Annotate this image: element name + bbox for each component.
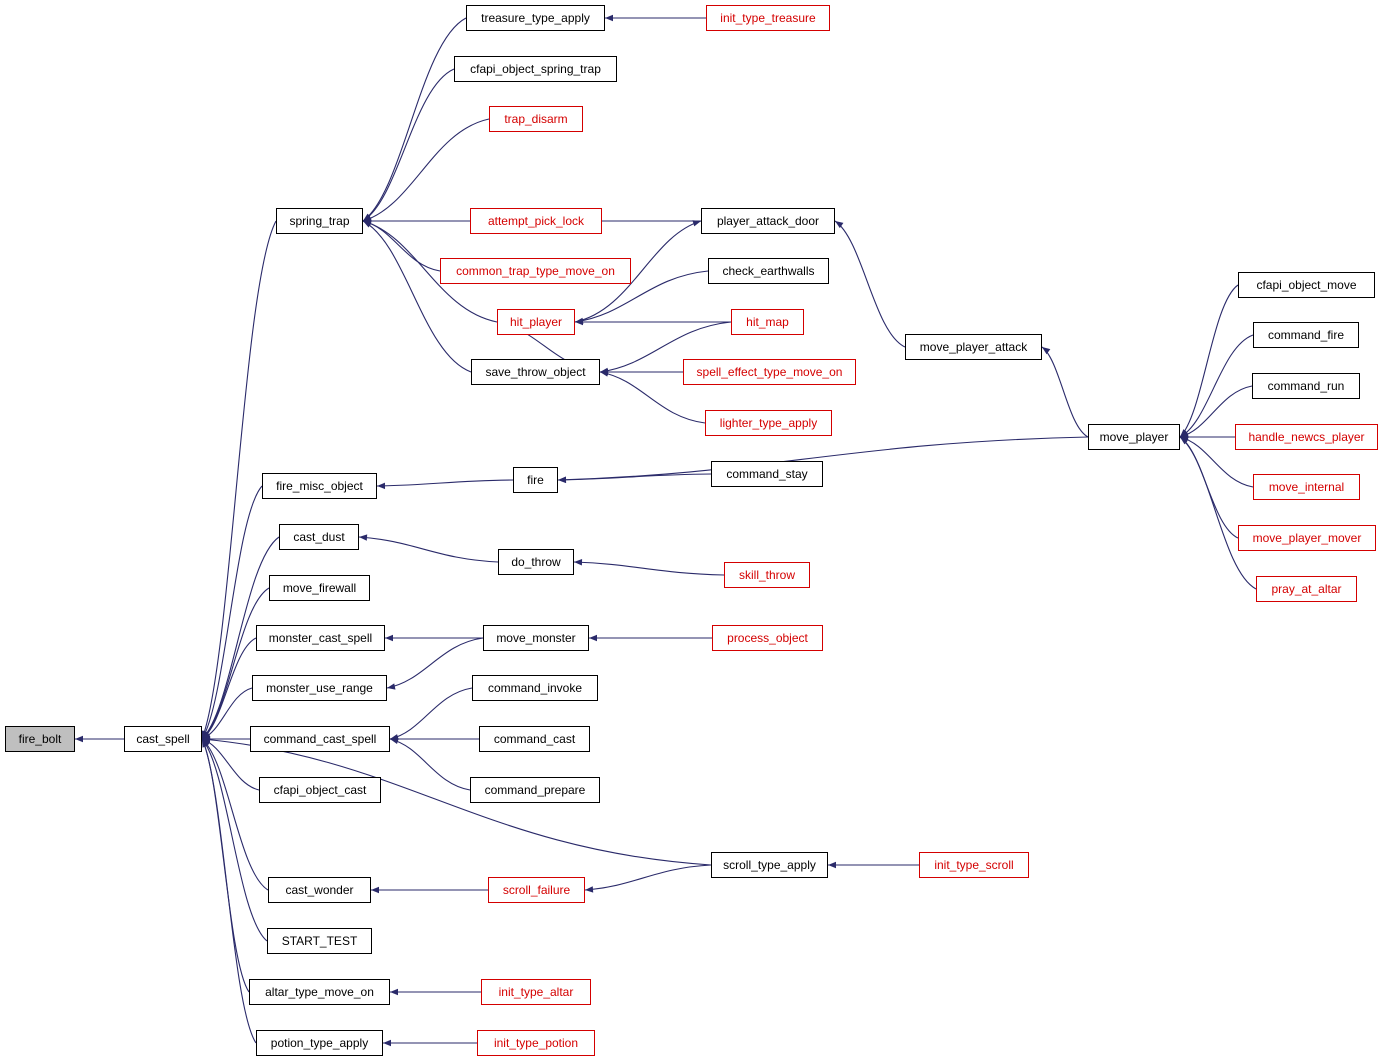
edge-command_prepare-to-command_cast_spell — [390, 739, 470, 790]
graph-node-label: fire_misc_object — [276, 479, 363, 493]
graph-node-label: command_cast_spell — [263, 732, 377, 746]
graph-node-label: START_TEST — [281, 934, 358, 948]
graph-node-hit_map[interactable] — [731, 309, 804, 335]
edge-save_throw_object-to-spring_trap — [363, 221, 471, 372]
graph-node-altar_type_move_on[interactable] — [249, 979, 390, 1005]
edge-arrowhead — [390, 989, 398, 995]
graph-node-label: cast_wonder — [285, 883, 354, 897]
graph-node-command_run[interactable] — [1252, 373, 1360, 399]
graph-node-label: handle_newcs_player — [1248, 430, 1365, 444]
graph-node-label: init_type_scroll — [934, 858, 1014, 872]
graph-node-cast_wonder[interactable] — [268, 877, 371, 903]
graph-node-label: lighter_type_apply — [719, 416, 818, 430]
graph-node-cfapi_object_spring_trap[interactable] — [454, 56, 617, 82]
graph-node-command_stay[interactable] — [711, 461, 823, 487]
edge-arrowhead — [692, 220, 701, 226]
graph-node-spring_trap[interactable] — [276, 208, 363, 234]
graph-node-label: move_monster — [496, 631, 576, 645]
graph-node-init_type_altar[interactable] — [481, 979, 591, 1005]
graph-node-skill_throw[interactable] — [724, 562, 810, 588]
graph-node-init_type_potion[interactable] — [477, 1030, 595, 1056]
graph-node-treasure_type_apply[interactable] — [466, 5, 605, 31]
edge-arrowhead — [75, 736, 83, 742]
edge-arrowhead — [558, 477, 566, 483]
graph-node-START_TEST[interactable] — [267, 928, 372, 954]
edge-arrowhead — [387, 683, 395, 689]
graph-node-label: spell_effect_type_move_on — [696, 365, 843, 379]
graph-node-cfapi_object_move[interactable] — [1238, 272, 1375, 298]
graph-node-label: command_prepare — [484, 783, 586, 797]
graph-node-label: move_internal — [1268, 480, 1345, 494]
graph-node-process_object[interactable] — [712, 625, 823, 651]
graph-node-label: command_cast — [493, 732, 576, 746]
graph-node-label: move_player — [1099, 430, 1169, 444]
graph-node-label: common_trap_type_move_on — [456, 264, 615, 278]
edge-move_monster-to-monster_use_range — [387, 638, 483, 688]
graph-node-hit_player[interactable] — [497, 309, 575, 335]
graph-node-label: init_type_altar — [498, 985, 574, 999]
graph-node-label: fire — [527, 473, 544, 487]
edge-trap_disarm-to-spring_trap — [363, 119, 489, 221]
graph-node-label: command_stay — [726, 467, 808, 481]
graph-node-label: command_invoke — [487, 681, 583, 695]
graph-node-label: move_firewall — [282, 581, 357, 595]
graph-node-label: attempt_pick_lock — [487, 214, 585, 228]
graph-node-label: pray_at_altar — [1271, 582, 1342, 596]
graph-node-label: player_attack_door — [716, 214, 820, 228]
edge-altar_type_move_on-to-cast_spell — [202, 739, 249, 992]
graph-node-label: monster_use_range — [266, 681, 373, 695]
graph-node-label: init_type_treasure — [720, 11, 816, 25]
edge-move_player-to-move_player_attack — [1042, 347, 1088, 437]
edge-arrowhead — [574, 559, 582, 565]
graph-node-label: cfapi_object_move — [1256, 278, 1357, 292]
edge-command_fire-to-move_player — [1180, 335, 1253, 437]
graph-node-label: cfapi_object_spring_trap — [470, 62, 601, 76]
graph-node-label: hit_map — [746, 315, 789, 329]
graph-node-label: process_object — [727, 631, 808, 645]
graph-node-trap_disarm[interactable] — [489, 106, 583, 132]
graph-node-label: do_throw — [511, 555, 561, 569]
graph-node-attempt_pick_lock[interactable] — [470, 208, 602, 234]
graph-node-move_player_attack[interactable] — [905, 334, 1042, 360]
edge-START_TEST-to-cast_spell — [202, 739, 267, 941]
edge-command_stay-to-fire — [558, 474, 711, 480]
graph-node-save_throw_object[interactable] — [471, 359, 600, 385]
graph-node-common_trap_type_move_on[interactable] — [440, 258, 631, 284]
graph-node-check_earthwalls[interactable] — [708, 258, 829, 284]
edge-monster_cast_spell-to-cast_spell — [202, 638, 256, 739]
edge-move_player_attack-to-player_attack_door — [835, 221, 905, 347]
graph-node-scroll_type_apply[interactable] — [711, 852, 828, 878]
graph-node-command_fire[interactable] — [1253, 322, 1359, 348]
graph-node-label: move_player_mover — [1252, 531, 1362, 545]
graph-node-lighter_type_apply[interactable] — [705, 410, 832, 436]
edge-arrowhead — [363, 221, 372, 228]
graph-node-command_cast[interactable] — [479, 726, 590, 752]
graph-node-monster_use_range[interactable] — [252, 675, 387, 701]
graph-node-label: command_fire — [1267, 328, 1345, 342]
edge-arrowhead — [385, 635, 393, 641]
edge-fire-to-fire_misc_object — [377, 480, 513, 486]
graph-node-label: hit_player — [509, 315, 563, 329]
graph-node-command_cast_spell[interactable] — [250, 726, 390, 752]
edge-arrowhead — [377, 483, 385, 489]
graph-node-cast_spell[interactable] — [124, 726, 202, 752]
edge-treasure_type_apply-to-spring_trap — [363, 18, 466, 221]
graph-node-scroll_failure[interactable] — [488, 877, 585, 903]
graph-node-move_firewall[interactable] — [269, 575, 370, 601]
graph-node-label: command_run — [1267, 379, 1345, 393]
edge-arrowhead — [828, 862, 836, 868]
edge-move_player_mover-to-move_player — [1180, 437, 1238, 538]
graph-node-player_attack_door[interactable] — [701, 208, 835, 234]
graph-node-fire[interactable] — [513, 467, 558, 493]
edge-cast_wonder-to-cast_spell — [202, 739, 268, 890]
edge-cfapi_object_move-to-move_player — [1180, 285, 1238, 437]
graph-node-cast_dust[interactable] — [279, 524, 359, 550]
graph-node-label: treasure_type_apply — [481, 11, 590, 25]
graph-node-label: spring_trap — [289, 214, 350, 228]
edge-move_player-to-fire — [558, 437, 1088, 480]
edge-arrowhead — [1042, 347, 1050, 354]
edge-arrowhead — [383, 1040, 391, 1046]
edge-arrowhead — [600, 370, 608, 376]
graph-node-init_type_scroll[interactable] — [919, 852, 1029, 878]
graph-node-pray_at_altar[interactable] — [1256, 576, 1357, 602]
graph-node-label: check_earthwalls — [722, 264, 815, 278]
graph-node-handle_newcs_player[interactable] — [1235, 424, 1378, 450]
edge-arrowhead — [589, 635, 597, 641]
graph-node-label: cast_spell — [136, 732, 190, 746]
graph-node-command_invoke[interactable] — [472, 675, 598, 701]
edge-arrowhead — [605, 15, 613, 21]
graph-node-monster_cast_spell[interactable] — [256, 625, 385, 651]
edge-cfapi_object_spring_trap-to-spring_trap — [363, 69, 454, 221]
graph-node-potion_type_apply[interactable] — [256, 1030, 383, 1056]
graph-node-cfapi_object_cast[interactable] — [259, 777, 381, 803]
graph-node-label: cast_dust — [293, 530, 345, 544]
graph-node-label: init_type_potion — [493, 1036, 579, 1050]
edge-common_trap_type_move_on-to-spring_trap — [363, 221, 440, 271]
graph-node-label: potion_type_apply — [270, 1036, 369, 1050]
graph-node-move_player[interactable] — [1088, 424, 1180, 450]
graph-node-init_type_treasure[interactable] — [706, 5, 830, 31]
graph-node-fire_misc_object[interactable] — [262, 473, 377, 499]
edge-move_firewall-to-cast_spell — [202, 588, 269, 739]
graph-node-label: trap_disarm — [504, 112, 568, 126]
graph-node-spell_effect_type_move_on[interactable] — [683, 359, 856, 385]
edge-skill_throw-to-do_throw — [574, 562, 724, 575]
graph-node-label: altar_type_move_on — [265, 985, 374, 999]
edge-command_invoke-to-command_cast_spell — [390, 688, 472, 739]
graph-node-move_monster[interactable] — [483, 625, 589, 651]
graph-node-do_throw[interactable] — [498, 549, 574, 575]
graph-node-label: move_player_attack — [919, 340, 1028, 354]
graph-node-command_prepare[interactable] — [470, 777, 600, 803]
graph-node-move_internal[interactable] — [1253, 474, 1360, 500]
graph-node-label: skill_throw — [738, 568, 795, 582]
graph-node-label: cfapi_object_cast — [273, 783, 367, 797]
graph-node-label: fire_bolt — [18, 732, 62, 746]
graph-node-label: monster_cast_spell — [268, 631, 373, 645]
edge-arrowhead — [585, 886, 593, 892]
graph-node-label: scroll_type_apply — [723, 858, 816, 872]
edge-scroll_type_apply-to-scroll_failure — [585, 865, 711, 890]
edge-do_throw-to-cast_dust — [359, 537, 498, 562]
edge-arrowhead — [359, 534, 367, 540]
graph-node-fire_bolt[interactable] — [5, 726, 75, 752]
graph-node-label: scroll_failure — [502, 883, 571, 897]
graph-node-move_player_mover[interactable] — [1238, 525, 1376, 551]
graph-node-label: save_throw_object — [485, 365, 586, 379]
edge-arrowhead — [371, 887, 379, 893]
